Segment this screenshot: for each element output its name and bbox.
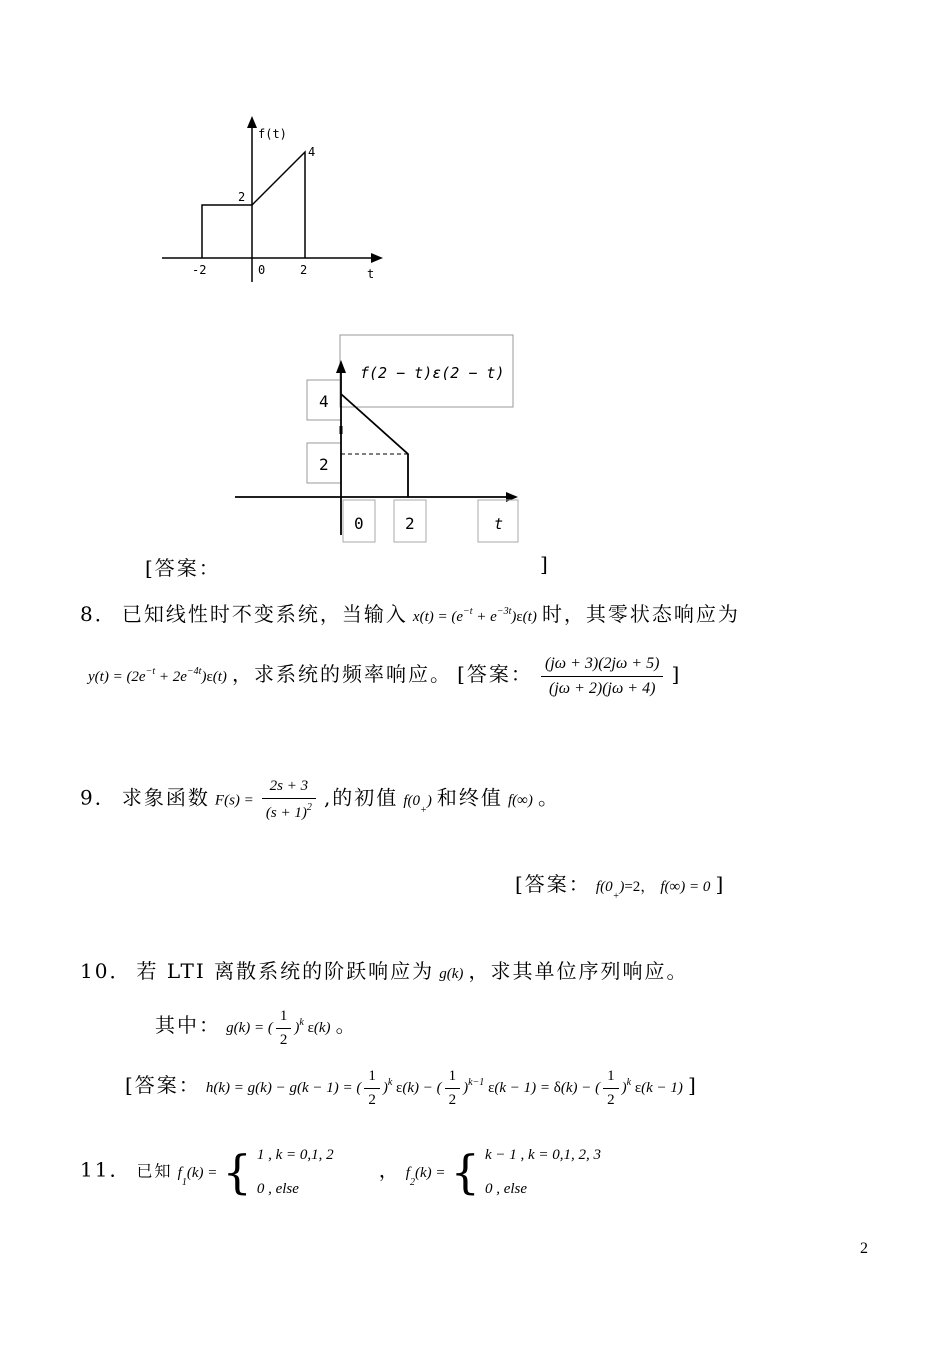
- graph2-title: f(2 − t)ε(2 − t): [360, 364, 505, 382]
- q11-f2-brace: {: [450, 1145, 480, 1199]
- q9-answer-close: ]: [715, 872, 726, 896]
- q8-text3: ，求系统的频率响应。: [232, 662, 453, 686]
- q11-f2-case2: 0 , else: [484, 1181, 528, 1197]
- tick-x-0: 0: [258, 263, 266, 277]
- q10-given-end: 。: [335, 1012, 358, 1037]
- q11-number: 11．: [80, 1157, 132, 1182]
- q8-input-expr: $x(t) = (e^{-t} + e^{-3t})\varepsilon(t)$: [412, 606, 537, 625]
- q10-answer-close: ]: [688, 1072, 698, 1097]
- q9-answer-initial: $f(0_+)=2$，: [595, 879, 656, 902]
- q10-answer-expr: h(k) = g(k) − g(k − 1) = ( $\frac{1}{2}$ )$^k$ ε(k) − ( $\frac{1}{2}$ )$^{k-1}$ ε(k − 1) = δ(k) − ( $\frac{1}{2}$ )$^k$ ε(k − 1): [205, 1068, 683, 1108]
- q8-answer-den: (jω + 2)(jω + 4): [549, 680, 656, 697]
- q9-answer-open: [答案：: [515, 872, 591, 896]
- q10-given: [155, 1008, 358, 1049]
- q9-number: 9．: [80, 785, 117, 810]
- q10-given-expr: g(k) = ( $\frac{1}{2}$ )$^k$ ε(k): [226, 1008, 331, 1048]
- q11-text1: 已知: [136, 1161, 173, 1181]
- signal-curve: [202, 152, 305, 258]
- q8-answer-open: [答案：: [457, 662, 533, 686]
- q10-answer: [125, 1068, 698, 1109]
- q10-given-label: 其中：: [155, 1012, 221, 1037]
- q9-line: [80, 778, 560, 822]
- q9-final: f(∞): [508, 792, 533, 809]
- tick-y-4: 4: [319, 392, 329, 411]
- graph-f-2-minus-t: [230, 330, 530, 548]
- q10-g: g(k): [439, 966, 464, 982]
- q9-fraction: [262, 778, 316, 822]
- q11-f1-lhs: $f_1(k)$ =: [177, 1164, 218, 1188]
- q9-func-lhs: F(s) =: [214, 792, 254, 809]
- q11-f1-brace: {: [222, 1145, 252, 1199]
- tick-x-0: 0: [354, 514, 364, 533]
- q11-f2-lhs: $f_2(k)$ =: [405, 1164, 446, 1188]
- q8-number: 8．: [80, 602, 117, 626]
- q10-number: 10．: [80, 959, 132, 983]
- y-label: f(t): [258, 127, 287, 141]
- q8-text1: 已知线性时不变系统，当输入: [121, 602, 408, 626]
- y-axis-arrow: [336, 360, 346, 373]
- signal-curve: [341, 394, 408, 497]
- q11-f1-cases: [257, 1138, 334, 1206]
- tick-y-4: 4: [308, 145, 316, 159]
- q9-text1: 求象函数: [121, 785, 210, 810]
- tick-y-2: 2: [238, 190, 246, 204]
- q11-sep: ，: [378, 1157, 401, 1182]
- q9-den: $(s + 1)^2$: [265, 802, 312, 821]
- q8-answer-fraction: [541, 655, 663, 698]
- q8-answer-num: (jω + 3)(2jω + 5): [541, 655, 663, 677]
- q9-answer-final: f(∞) = 0: [660, 879, 711, 895]
- q8-output-expr: $y(t) = (2e^{-t} + 2e^{-4t})\varepsilon(t)$: [88, 666, 227, 685]
- q11-f2-case1: k − 1 , k = 0,1, 2, 3: [484, 1147, 602, 1163]
- q8-line1: [80, 598, 740, 627]
- tick-x-2: 2: [300, 263, 308, 277]
- tick-y-2: 2: [319, 455, 329, 474]
- q8-text2: 时，其零状态响应为: [541, 602, 740, 626]
- x-label: t: [367, 267, 375, 281]
- q10-line: [80, 955, 689, 984]
- q9-text2: ,的初值: [323, 785, 399, 810]
- answer7-close: ]: [540, 552, 550, 576]
- q9-num: 2s + 3: [262, 778, 316, 799]
- answer7-open: [答案：: [145, 556, 221, 580]
- q11-line: [80, 1138, 601, 1206]
- q8-line2: [88, 655, 681, 698]
- q8-answer-close: ]: [671, 662, 682, 686]
- q10-text2: ，求其单位序列响应。: [468, 959, 689, 983]
- q9-text4: 。: [537, 785, 560, 810]
- tick-x-2: 2: [405, 514, 415, 533]
- y-axis-arrow: [247, 116, 257, 128]
- q9-answer: [515, 868, 725, 902]
- q9-initial: $f(0_+)$: [403, 792, 432, 816]
- graph-f-t: [150, 110, 400, 290]
- q10-text1: 若 LTI 离散系统的阶跃响应为: [136, 959, 435, 983]
- x-axis-arrow: [371, 253, 383, 263]
- q11-f1-case1: 1 , k = 0,1, 2: [256, 1147, 334, 1163]
- q11-f1-case2: 0 , else: [256, 1181, 299, 1197]
- page-number: 2: [860, 1240, 868, 1257]
- x-label: t: [494, 515, 504, 533]
- q10-answer-open: [答案：: [125, 1072, 201, 1097]
- q11-f2-cases: [485, 1138, 601, 1206]
- tick-x-neg2: -2: [192, 263, 207, 277]
- q9-text3: 和终值: [436, 785, 503, 810]
